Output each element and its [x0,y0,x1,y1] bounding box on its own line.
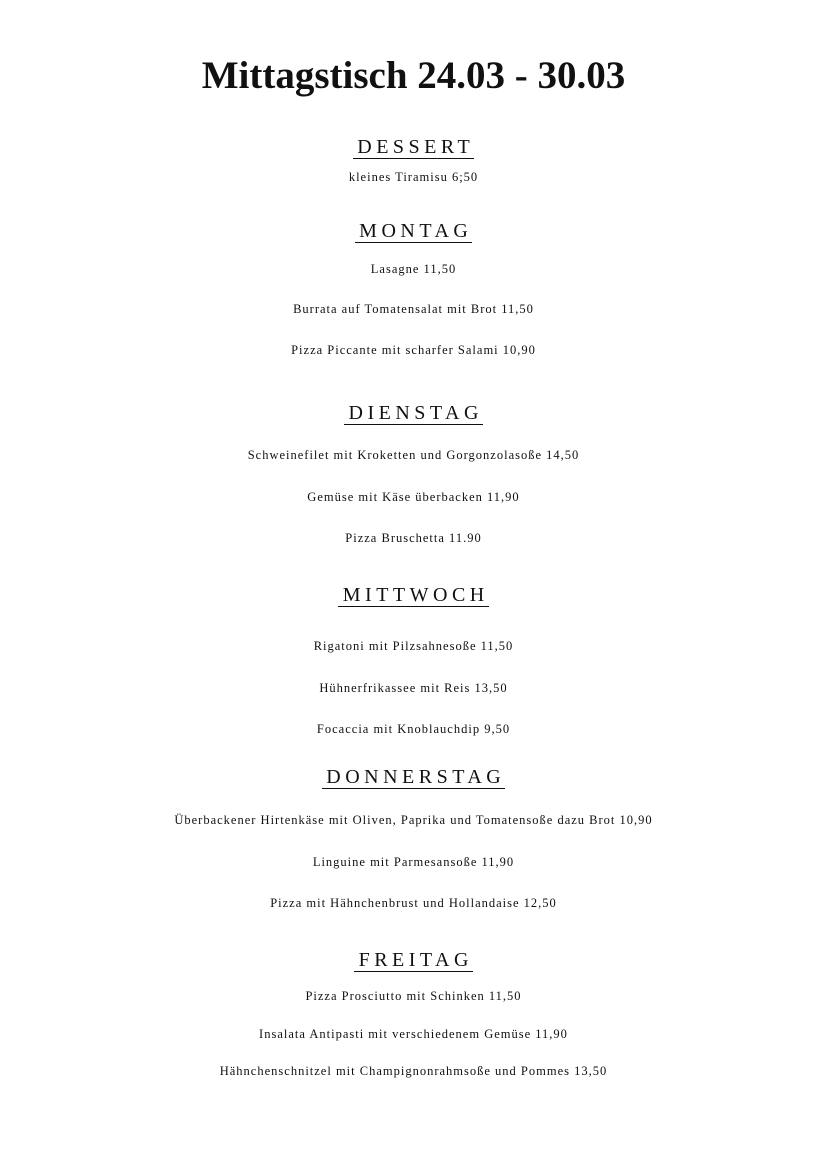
menu-item: Überbackener Hirtenkäse mit Oliven, Paprika und Tomatensoße dazu Brot 10,90 [174,813,653,827]
menu-item: Rigatoni mit Pilzsahnesoße 11,50 [313,639,514,653]
section-heading-dessert [0,135,827,159]
menu-item: Focaccia mit Knoblauchdip 9,50 [316,722,511,736]
section-heading-label: DONNERSTAG [322,766,505,789]
section-heading-mittwoch [0,583,827,607]
section-heading-label: MITTWOCH [338,584,488,607]
menu-item: Pizza Bruschetta 11.90 [345,531,482,545]
menu-item: Burrata auf Tomatensalat mit Brot 11,50 [293,302,534,316]
menu-item: Pizza mit Hähnchenbrust und Hollandaise 12,50 [270,896,557,910]
menu-item: kleines Tiramisu 6;50 [348,170,479,184]
page-title: Mittagstisch 24.03 - 30.03 [201,54,626,97]
section-heading-donnerstag [0,765,827,789]
menu-item: Lasagne 11,50 [370,262,457,276]
section-heading-label: FREITAG [354,949,473,972]
section-heading-dienstag [0,401,827,425]
menu-item: Pizza Prosciutto mit Schinken 11,50 [305,989,522,1003]
section-heading-label: MONTAG [355,220,473,243]
menu-item: Insalata Antipasti mit verschiedenem Gemüse 11,90 [259,1027,568,1041]
menu-item: Hähnchenschnitzel mit Champignonrahmsoße und Pommes 13,50 [219,1064,608,1078]
menu-item: Schweinefilet mit Kroketten und Gorgonzolasoße 14,50 [247,448,580,462]
section-heading-freitag [0,948,827,972]
section-heading-label: DIENSTAG [344,402,483,425]
section-heading-label: DESSERT [353,136,474,159]
menu-item: Pizza Piccante mit scharfer Salami 10,90 [291,343,536,357]
menu-item: Gemüse mit Käse überbacken 11,90 [307,490,520,504]
section-heading-montag [0,219,827,243]
menu-item: Hühnerfrikassee mit Reis 13,50 [319,681,508,695]
menu-item: Linguine mit Parmesansoße 11,90 [312,855,515,869]
